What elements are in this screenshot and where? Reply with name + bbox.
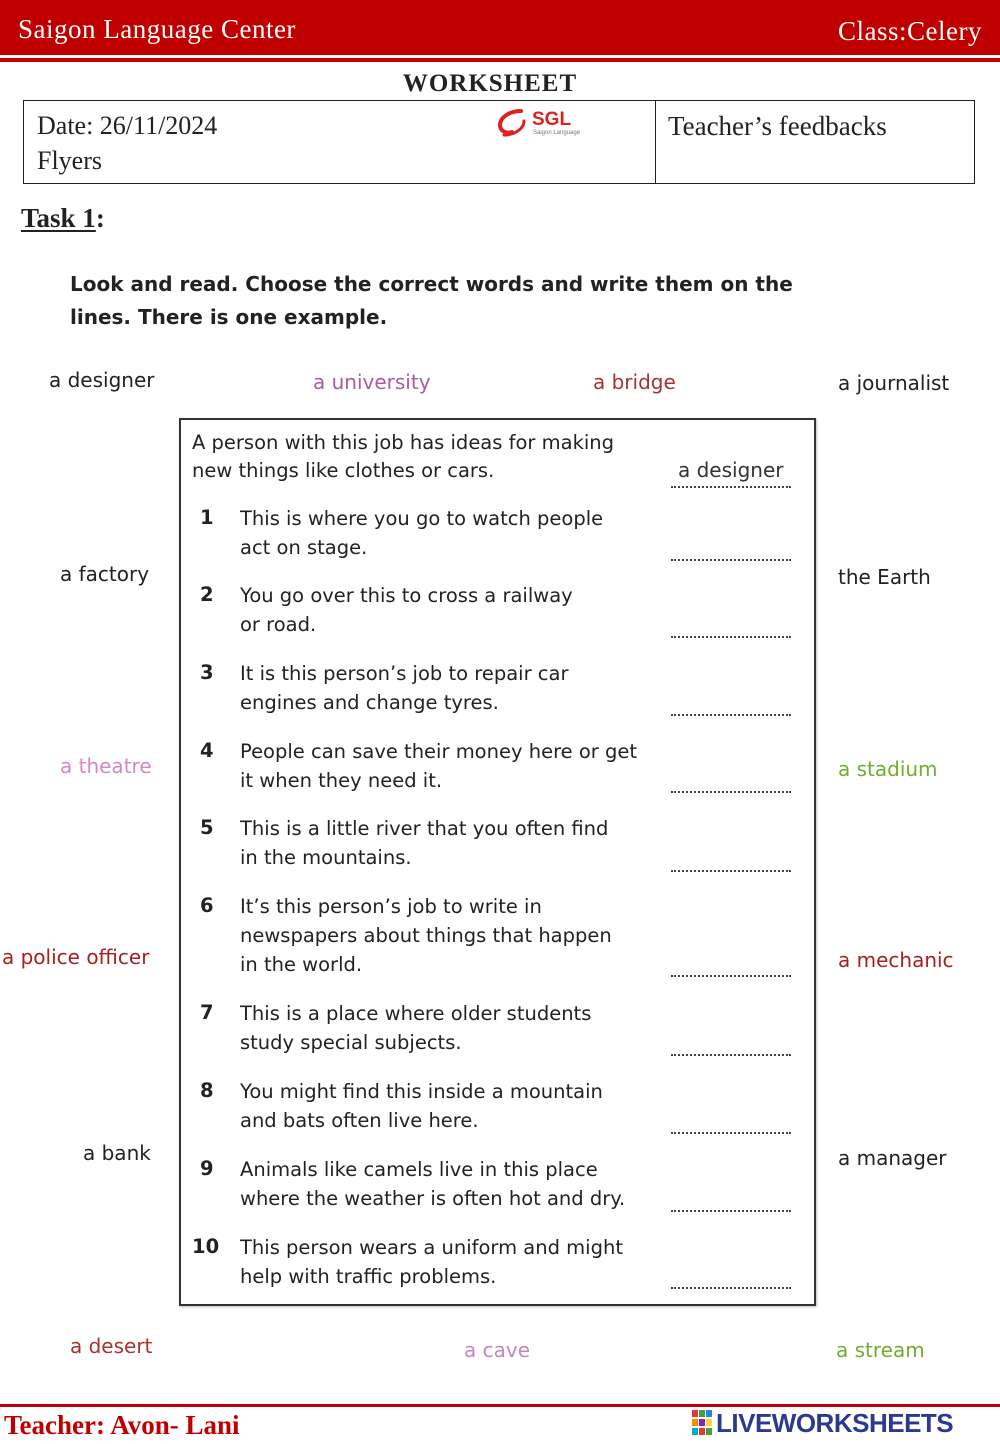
word-mechanic: a mechanic	[838, 948, 954, 972]
liveworksheets-logo	[692, 1404, 992, 1440]
question-text: This person wears a uniform and might	[240, 1236, 623, 1259]
answer-line[interactable]	[671, 791, 791, 793]
question-text: This is a little river that you often find	[240, 817, 609, 840]
question-text: in the world.	[240, 953, 363, 976]
answer-line[interactable]	[671, 1210, 791, 1212]
answer-line[interactable]	[671, 1287, 791, 1289]
question-text: and bats often live here.	[240, 1109, 479, 1132]
question-number: 8	[200, 1079, 214, 1102]
example-answer: a designer	[678, 458, 784, 482]
feedback-label: Teacher’s feedbacks	[668, 111, 887, 141]
liveworksheets-tiles-icon	[692, 1410, 714, 1436]
word-police-officer: a police officer	[2, 945, 150, 969]
example-line-1: A person with this job has ideas for making	[192, 431, 615, 454]
answer-line[interactable]	[671, 636, 791, 638]
word-theatre: a theatre	[60, 754, 152, 778]
word-designer: a designer	[49, 368, 155, 392]
answer-line[interactable]	[671, 1132, 791, 1134]
word-stream: a stream	[836, 1338, 925, 1362]
question-text: engines and change tyres.	[240, 691, 499, 714]
question-text: It’s this person’s job to write in	[240, 895, 542, 918]
date-text: Date: 26/11/2024	[37, 111, 218, 140]
info-table	[23, 100, 975, 184]
liveworksheets-text: LIVEWORKSHEETS	[716, 1408, 954, 1438]
task-colon: :	[95, 203, 105, 233]
sgl-logo-icon	[494, 107, 530, 139]
example-line-2: new things like clothes or cars.	[192, 459, 495, 482]
word-factory: a factory	[60, 562, 150, 586]
question-text: study special subjects.	[240, 1031, 462, 1054]
question-number: 5	[200, 816, 214, 839]
answer-line[interactable]	[671, 1054, 791, 1056]
question-text: You might find this inside a mountain	[240, 1080, 603, 1103]
question-number: 1	[200, 506, 214, 529]
answer-line[interactable]	[671, 559, 791, 561]
example-answer-line	[671, 486, 791, 488]
question-text: or road.	[240, 613, 317, 636]
question-number: 7	[200, 1001, 214, 1024]
question-number: 4	[200, 739, 214, 762]
question-number: 3	[200, 661, 214, 684]
logo-text: SGL	[532, 109, 572, 130]
sgl-logo	[494, 107, 594, 141]
question-text: newspapers about things that happen	[240, 924, 612, 947]
instructions: Look and read. Choose the correct words and write them on the lines. There is one example.	[70, 272, 793, 329]
header-divider	[0, 58, 1000, 62]
question-number: 2	[200, 583, 214, 606]
answer-line[interactable]	[671, 714, 791, 716]
worksheet-title: WORKSHEET	[402, 70, 578, 97]
question-text: help with traffic problems.	[240, 1265, 497, 1288]
question-text: It is this person’s job to repair car	[240, 662, 569, 685]
question-text: This is where you go to watch people	[240, 507, 604, 530]
answer-line[interactable]	[671, 870, 791, 872]
task-label: Task 1	[21, 203, 96, 233]
question-number: 6	[200, 894, 214, 917]
question-text: You go over this to cross a railway	[240, 584, 573, 607]
word-manager: a manager	[838, 1146, 947, 1170]
word-university: a university	[313, 370, 431, 394]
class-name: Class:Celery	[838, 16, 982, 46]
word-journalist: a journalist	[838, 371, 950, 395]
question-text: People can save their money here or get	[240, 740, 638, 763]
question-number: 10	[192, 1235, 220, 1258]
question-text: it when they need it.	[240, 769, 443, 792]
word-desert: a desert	[70, 1334, 153, 1358]
question-number: 9	[200, 1157, 214, 1180]
question-text: in the mountains.	[240, 846, 412, 869]
question-text: This is a place where older students	[240, 1002, 592, 1025]
answer-line[interactable]	[671, 975, 791, 977]
word-stadium: a stadium	[838, 757, 938, 781]
question-text: where the weather is often hot and dry.	[240, 1187, 626, 1210]
word-bridge: a bridge	[593, 370, 676, 394]
word-cave: a cave	[464, 1338, 531, 1362]
question-box	[179, 418, 816, 1306]
level-text: Flyers	[37, 146, 102, 175]
info-left-cell	[24, 101, 656, 183]
logo-subtext: Saigon Language	[533, 130, 581, 136]
center-name: Saigon Language Center	[18, 14, 296, 44]
word-earth: the Earth	[838, 565, 931, 589]
question-text: Animals like camels live in this place	[240, 1158, 598, 1181]
question-text: act on stage.	[240, 536, 368, 559]
task-title	[21, 203, 105, 234]
teacher-name: Teacher: Avon- Lani	[4, 1410, 240, 1440]
word-bank: a bank	[83, 1141, 151, 1165]
header-bar	[0, 0, 1000, 55]
